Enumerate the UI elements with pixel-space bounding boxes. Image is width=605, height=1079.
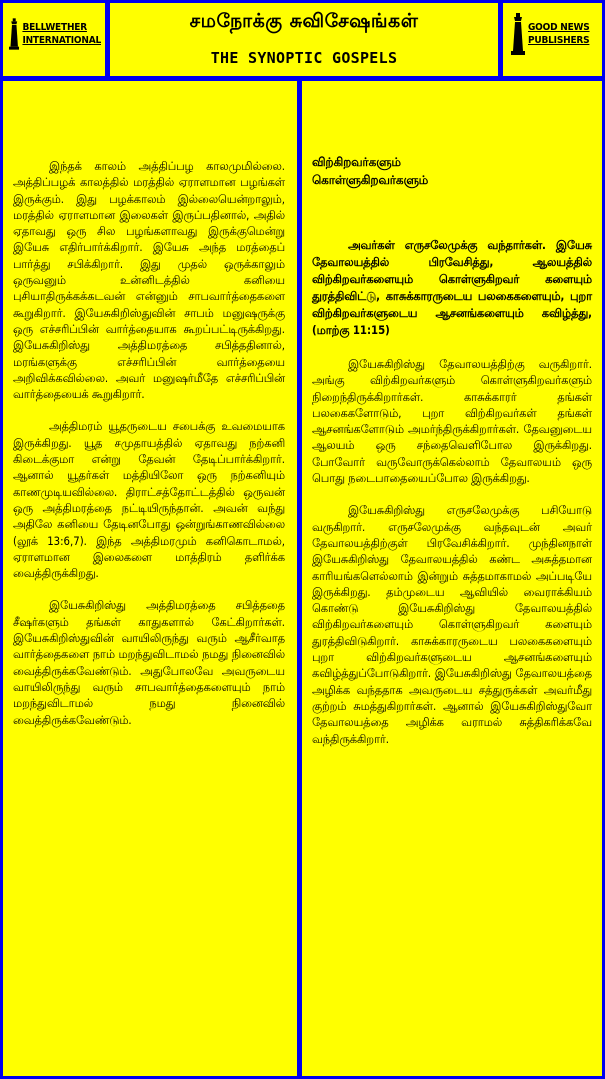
page-header (110, 3, 498, 76)
left-paragraph-2: அத்திமரம் யூதருடைய சபைக்கு உவமையாக இருக்கிறது. யூத சமுதாயத்தில் ஏதாவது நற்கனி கிடைக்குமா என்று தேவன் தேடிப்பார்க்கிறார். ஆனால் யூதர்கள் மத்தியிலோ ஒரு நற்கனியும் காணமுடியவில்லை. திராட்சத்தோட்டத்தில் ஒருவன் ஒரு அத்திமரத்தை நட்டியிருந்தான். அவன் வந்து அதிலே கனியை தேடினபோது ஒன்றுங்காணவில்லை (லூக் 13:6,7). இந்த அத்திமரமும் கனிகொடாமல், ஏராளமான இலைகளை மாத்திரம் தளிர்க்க வைத்திருக்கிறது. (13, 420, 285, 581)
left-paragraph-3: இயேசுகிறிஸ்து அத்திமரத்தை சபித்ததை சீஷர்களும் தங்கள் காதுகளால் கேட்கிறார்கள். இயேசுகிறிஸ்துவின் வாயிலிருந்து வரும் ஆசீர்வாத வார்த்தைகளை நாம் மறந்துவிடாமல் நமது நினைவில் வைத்திருக்கவேண்டும். அதுபோலவே அவருடைய வாயிலிருந்து வரும் சாபவார்த்தைகளையும் நாம் மறந்துவிடாமல் நமது நினைவில் வைத்திருக்கவேண்டும். (13, 599, 285, 727)
left-column-text (13, 159, 285, 745)
title-english: THE SYNOPTIC GOSPELS (210, 49, 398, 67)
lighthouse-icon (511, 13, 525, 55)
logo-right-line2: PUBLISHERS (528, 35, 590, 46)
scripture-quote-text: அவர்கள் எருசலேமுக்கு வந்தார்கள். இயேசு தேவாலயத்தில் பிரவேசித்து, ஆலயத்தில் விற்கிறவர்களையும் கொள்ளுகிறவர் களையும் துரத்திவிட்டு, காசுக்காரருடைய பலகைகளையும், புறா விற்கிறவர்களுடைய ஆசனங்களையும் கவிழ்த்து, (312, 239, 592, 320)
logo-right-line1: GOOD NEWS (528, 22, 590, 33)
lighthouse-icon (9, 13, 19, 55)
scripture-quote (312, 237, 592, 339)
publisher-logo-right (503, 3, 602, 76)
right-paragraph-1: இயேசுகிறிஸ்து தேவாலயத்திற்கு வருகிறார். அங்கு விற்கிறவர்களும் கொள்ளுகிறவர்களும் நிறைந்திருக்கிறார்கள். காசுக்காரர் தங்கள் பலகைகளோடும், புறா விற்கிறவர்கள் தங்கள் ஆசனங்களோடும் அமர்ந்திருக்கிறார்கள். தேவனுடைய ஆலயம் ஒரு சந்தைவெளிபோல இருக்கிறது. போவோர் வருவோருக்கெல்லாம் தேவாலயம் ஒரு பொது நடைபாதையைப்போல இருக்கிறது. (312, 358, 592, 486)
section-heading (312, 153, 592, 189)
right-column (302, 81, 602, 1076)
publisher-logo-left (3, 3, 105, 76)
section-heading-line2: கொள்ளுகிறவர்களும் (312, 173, 429, 187)
logo-left-line1: BELLWETHER (22, 22, 87, 33)
title-tamil: சமநோக்கு சுவிசேஷங்கள் (189, 10, 419, 32)
right-paragraph-2: இயேசுகிறிஸ்து எருசலேமுக்கு பசியோடு வருகிறார். எருசலேமுக்கு வந்தவுடன் அவர் தேவாலயத்திற்குள் பிரவேசிக்கிறார். முந்தினநாள் இயேசுகிறிஸ்து தேவாலயத்தில் கண்ட அசுத்தமான காரியங்களெல்லாம் இன்றும் சுத்தமாகாமல் அப்படியே இருக்கிறது. தம்முடைய ஆவியில் வைராக்கியம் கொண்டு இயேசுகிறிஸ்து தேவாலயத்தில் விற்கிறவர்களையும் கொள்ளுகிறவர் களையும் துரத்திவிடுகிறார். காசுக்காரருடைய பலகைகளையும் புறா விற்கிறவர்களுடைய ஆசனங்களையும் கவிழ்த்துப்போடுகிறார். இயேசுகிறிஸ்து தேவாலயத்தை அழிக்க வந்ததாக அவருடைய சத்துருக்கள் அவர்மீது குற்றம் சுமத்துகிறார்கள். ஆனால் இயேசுகிறிஸ்துவோ தேவாலயத்தை அழிக்க வராமல் சுத்திகரிக்கவே வந்திருக்கிறார். (312, 504, 592, 746)
section-heading-line1: விற்கிறவர்களும் (312, 155, 401, 169)
right-column-text (312, 153, 592, 764)
left-paragraph-1: இந்தக் காலம் அத்திப்பழ காலமுமில்லை. அத்திப்பழக் காலத்தில் மரத்தில் ஏராளமான பழங்கள் இருக்கும். இது பழக்காலம் இல்லையென்றாலும், மரத்தில் ஏராளமான இலைகள் இருப்பதினால், அதில் ஏதாவது ஒரு சில பழங்களாவது இருக்குமென்று இயேசு எதிர்பார்க்கிறார். இயேசு அந்த மரத்தைப் பார்த்து சபிக்கிறார். இது முதல் ஒருக்காலும் ஒருவனும் உன்னிடத்தில் கனியை புசியாதிருக்கக்கடவன் என்னும் சாபவார்த்தைகளை கூறுகிறார். இயேசுகிறிஸ்துவின் சாபம் மனுஷருக்கு ஒரு எச்சரிப்பின் வார்த்தையாக கூறப்பட்டிருக்கிறது. இயேசுகிறிஸ்து அத்திமரத்தை சபித்ததினால், மரங்களுக்கு எச்சரிப்பின் வார்த்தையை அறிவிக்கவில்லை. அவர் மனுஷர்மீதே எச்சரிப்பின் வார்த்தையைக் கூறுகிறார். (13, 160, 285, 402)
scripture-reference: (மாற்கு 11:15) (312, 324, 390, 337)
logo-left-line2: INTERNATIONAL (22, 35, 101, 46)
left-column (3, 81, 297, 1076)
